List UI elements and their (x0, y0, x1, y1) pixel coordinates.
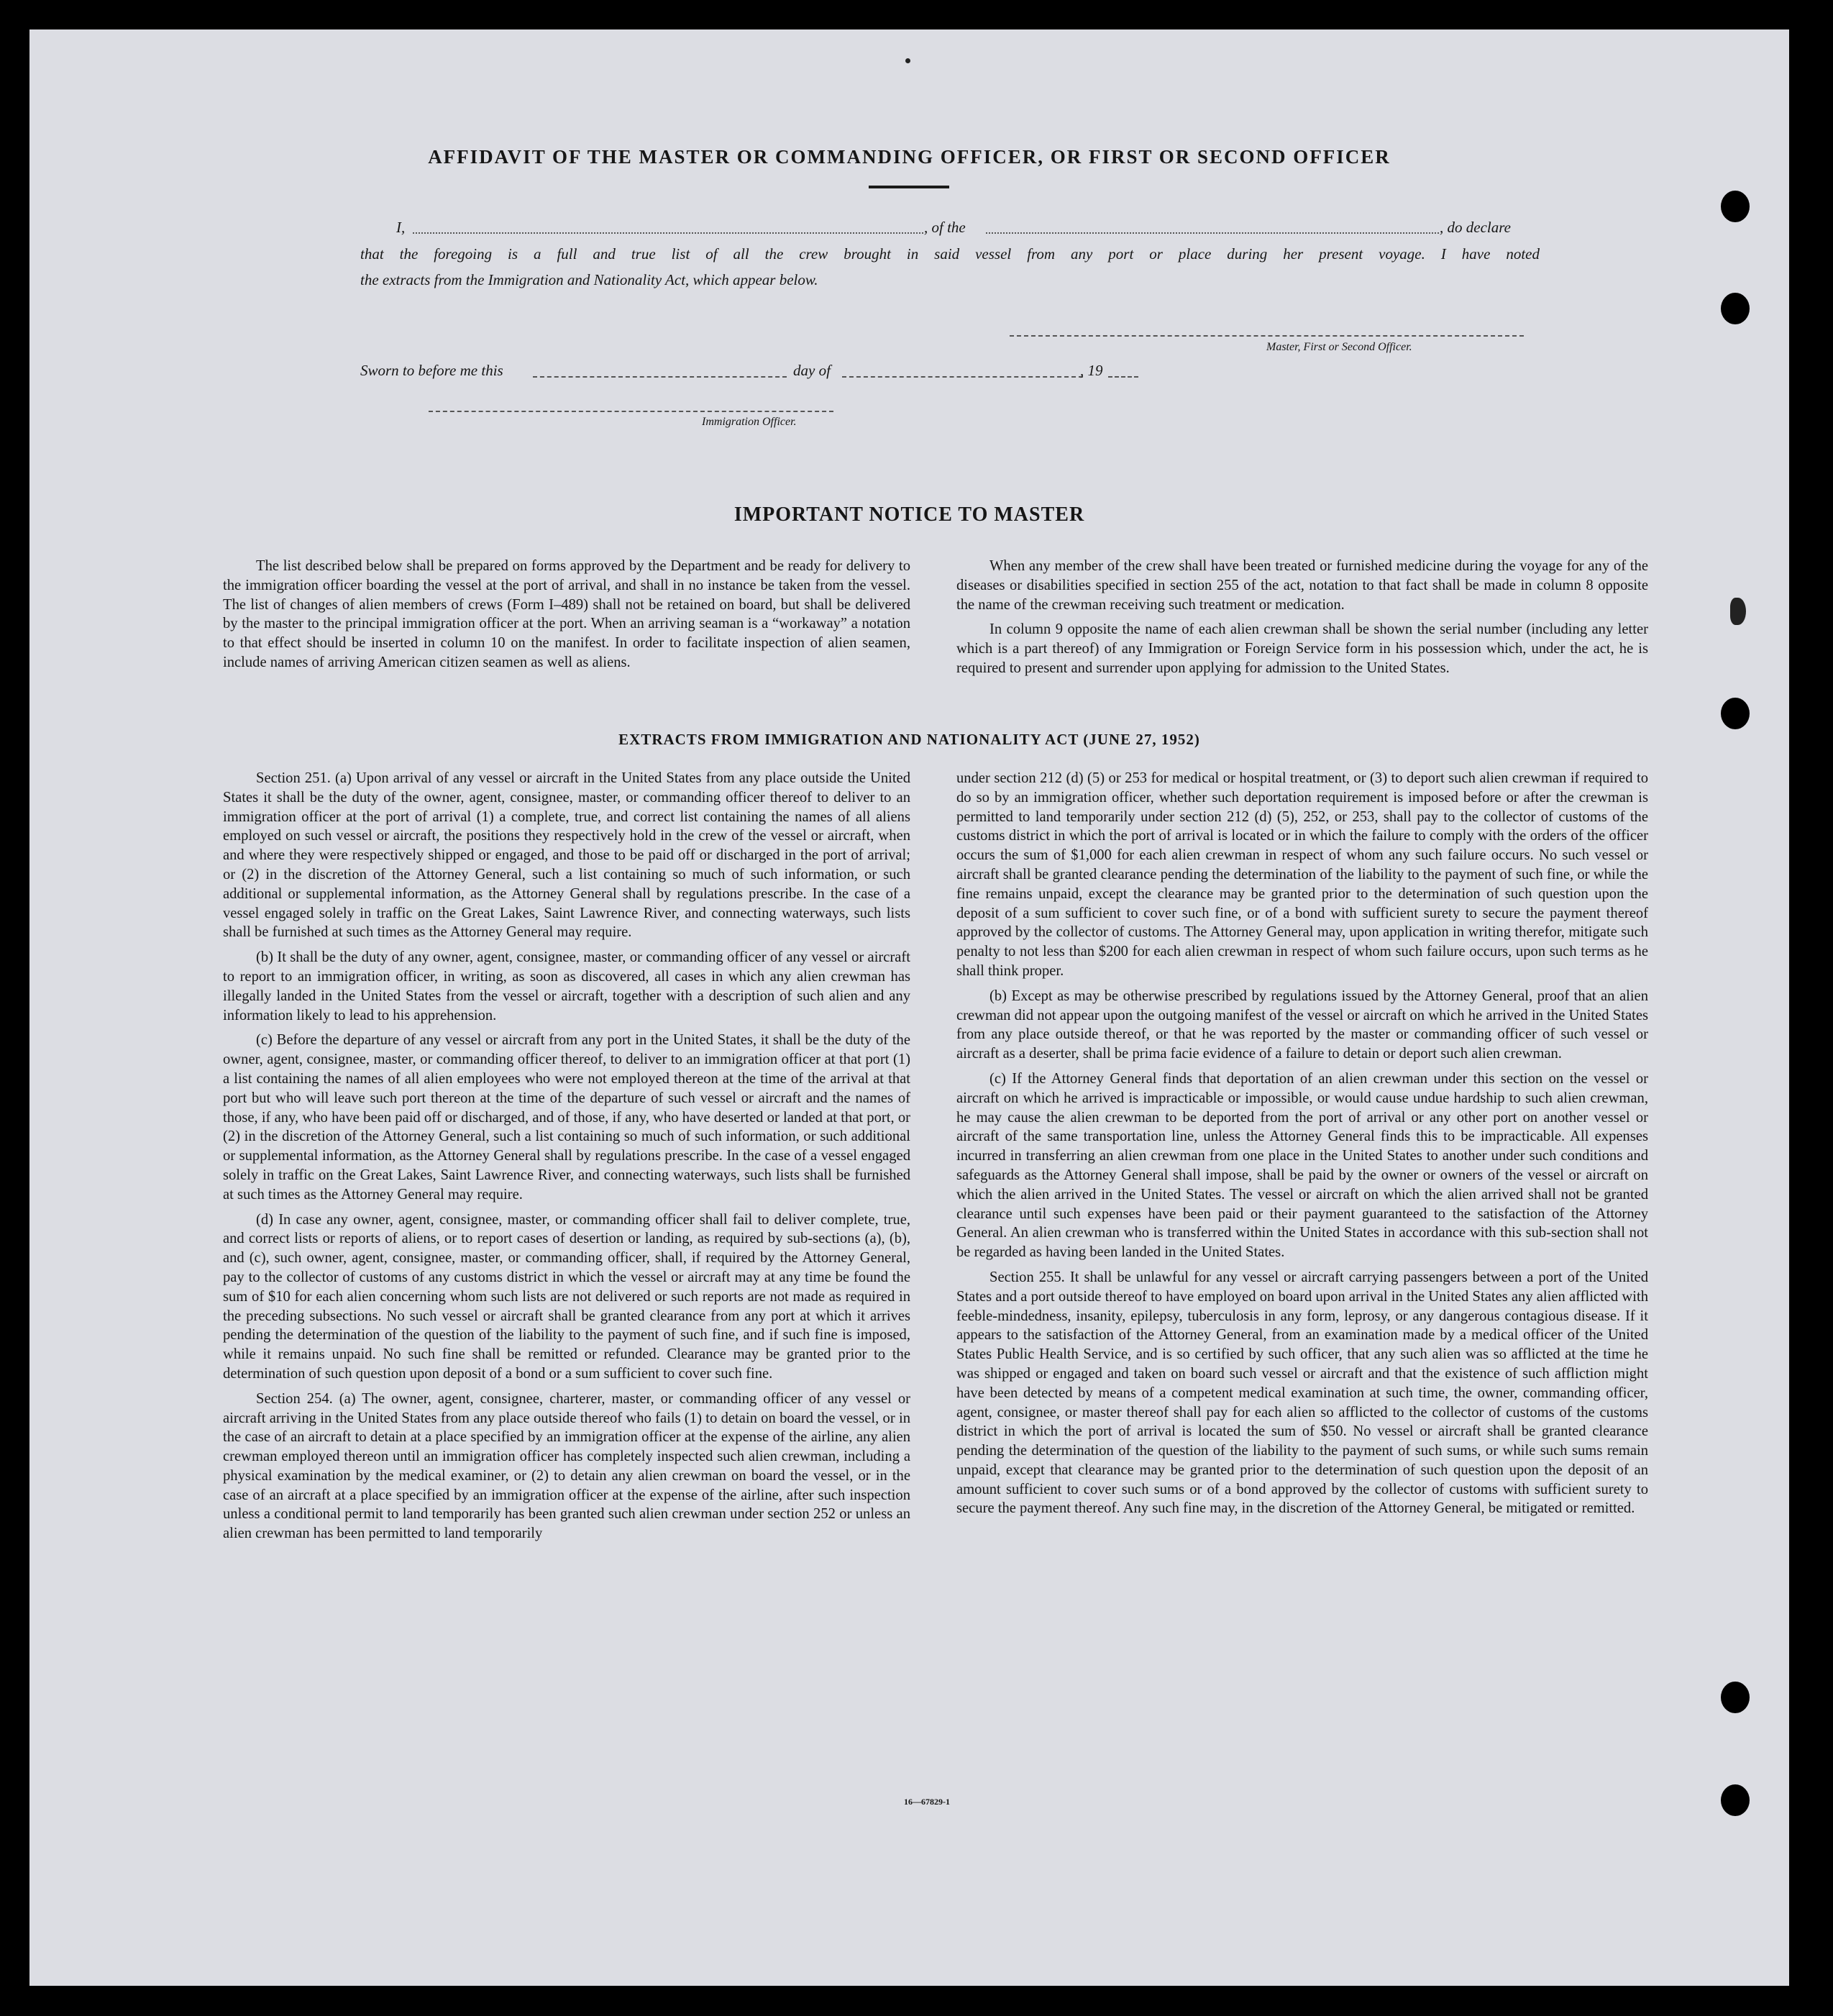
form-code: 16—67829-1 (904, 1797, 950, 1807)
document-sheet (29, 29, 1789, 1986)
notice-right-paragraph-2: In column 9 opposite the name of each alien crewman shall be shown the serial number (including any letter which is a part thereof) of any Immigration or Foreign Service form in his possession which, under the act, he is required to present and surrender upon applying for admission to the United States. (956, 621, 1648, 676)
month-blank[interactable] (842, 376, 1083, 378)
section-251b: (b) It shall be the duty of any owner, agent, consignee, master, or commanding officer of any vessel or aircraft to report to an immigration officer, in writing, as soon as discovered, all cases in which any alien crewman has illegally landed in the United States from the vessel or aircraft, together with a description of such alien and any information likely to lead to his apprehension. (223, 949, 910, 1023)
section-254a-continued: under section 212 (d) (5) or 253 for medical or hospital treatment, or (3) to deport such alien crewman if required to do so by an immigration officer, whether such deportation requirement is imposed before or after the crewman is permitted to land temporarily under section 212 (d) (5), 252, or 253, shall pay to the collector of customs of the customs district in which the port of arrival is located or in which the failure to comply with the orders of the officer occurs the sum of $1,000 for each alien crewman in respect of whom any such failure occurs. No such vessel or aircraft shall be granted clearance pending the determination of the liability to the payment of such fine, or while the fine remains unpaid, except the clearance may be granted prior to the determination of such question upon the deposit of a sum sufficient to cover such fine, or of a bond with sufficient surety to secure the payment thereof approved by the collector of customs. The Attorney General may, upon application in writing therefor, mitigate such penalty to not less than $200 for each alien crewman in respect of whom such failure occurs, upon such terms as he shall think proper. (956, 770, 1648, 979)
extracts-title: EXTRACTS FROM IMMIGRATION AND NATIONALITY ACT (JUNE 27, 1952) (618, 731, 1200, 748)
affidavit-title: AFFIDAVIT OF THE MASTER OR COMMANDING OFFICER, OR FIRST OR SECOND OFFICER (428, 146, 1391, 168)
officer-signature-blank[interactable] (429, 411, 833, 412)
day-of-label: day of (793, 362, 831, 379)
name-blank[interactable] (413, 232, 923, 234)
master-caption: Master, First or Second Officer. (1266, 341, 1412, 353)
officer-caption: Immigration Officer. (702, 416, 797, 428)
scan-mark (1730, 598, 1746, 625)
punch-hole (1721, 191, 1750, 222)
declaration-line-1: that the foregoing is a full and true list of all the crew brought in said vessel from any port or place during her present voyage. I have noted (360, 245, 1540, 263)
master-signature-blank[interactable] (1010, 335, 1524, 337)
vessel-blank[interactable] (986, 232, 1439, 234)
sworn-date-blank[interactable] (533, 376, 787, 378)
year-blank[interactable] (1108, 376, 1138, 378)
notice-left-column (223, 557, 910, 678)
section-254c: (c) If the Attorney General finds that deportation of an alien crewman under this section on the vessel or aircraft on which he arrived is impracticable or impossible, or would cause undue hardship to such alien crewman, he may cause the alien crewman to be deported from the port of arrival or any other port on another vessel or aircraft of the same transportation line, unless the Attorney General finds this to be impracticable. All expenses incurred in transferring an alien crewman from one place in the United States to another under such conditions and safeguards as the Attorney General shall impose, shall be paid by the owner or owners of the vessel or aircraft on which the alien arrived in the United States. The vessel or aircraft on which the alien arrived shall not be granted clearance until such expenses have been paid or their payment guaranteed to the satisfaction of the Attorney General. An alien crewman who is transferred within the United States in accordance with this sub-section shall not be regarded as having been landed in the United States. (956, 1070, 1648, 1261)
section-255: Section 255. It shall be unlawful for any vessel or aircraft carrying passengers between a port of the United States and a port outside thereof to have employed on board upon arrival in the United States any alien afflicted with feeble-mindedness, insanity, epilepsy, tuberculosis in any form, leprosy, or any dangerous contagious disease. If it appears to the satisfaction of the Attorney General, from an examination made by a medical officer of the United States Public Health Service, and is so certified by such officer, that any such alien was so afflicted at the time he was shipped or engaged and taken on board such vessel or aircraft and that the existence of such affliction might have been detected by means of a competent medical examination at such time, the owner, commanding officer, agent, consignee, or master thereof shall pay for each alien so afflicted to the collector of customs of the customs district in which the port of arrival is located the sum of $50. No vessel or aircraft shall be granted clearance pending the determination of the question of the liability to the payment of such sums, or while such sums remain unpaid, except that clearance may be granted prior to the determination of such question upon the deposit of an amount sufficient to cover such sums or of a bond approved by the collector of customs with sufficient surety to secure the payment thereof. Any such fine may, in the discretion of the Attorney General, be mitigated or remitted. (956, 1269, 1648, 1517)
notice-left-paragraph: The list described below shall be prepared on forms approved by the Department and be ready for delivery to the immigration officer boarding the vessel at the port of arrival, and shall in no instance be taken from the vessel. The list of changes of alien members of crews (Form I–489) shall not be retained on board, but shall be delivered by the master to the principal immigration officer at the port. When an arriving seaman is a “workaway” a notation to that effect should be inserted in column 10 on the manifest. In order to facilitate inspection of alien seamen, include names of arriving American citizen seamen as well as aliens. (223, 558, 910, 670)
notice-title: IMPORTANT NOTICE TO MASTER (733, 503, 1085, 526)
year-prefix: , 19 (1080, 362, 1103, 379)
notice-right-column (956, 557, 1648, 684)
declaration-line-2: the extracts from the Immigration and Nationality Act, which appear below. (360, 271, 818, 288)
section-251d: (d) In case any owner, agent, consignee, master, or commanding officer shall fail to deliver complete, true, and correct lists or reports of aliens, or to report cases of desertion or landing, as required by sub-sections (a), (b), and (c), such owner, agent, consignee, master, or commanding officer, shall, if required by the Attorney General, pay to the collector of customs of any customs district in which the vessel or aircraft may at any time be found the sum of $10 for each alien concerning whom such lists are not delivered or such reports are not made as required in the preceding subsections. No such vessel or aircraft shall be granted clearance from any port at which it arrives pending the determination of the question of the liability to the payment of such fine, and if such fine is imposed, while it remains unpaid. No such fine shall be remitted or refunded. Clearance may be granted prior to the determination of such question upon deposit of a bond or a sum sufficient to cover such fine. (223, 1211, 910, 1382)
punch-hole (1721, 1784, 1750, 1816)
section-254a: Section 254. (a) The owner, agent, consignee, charterer, master, or commanding officer of any vessel or aircraft arriving in the United States from any place outside thereof who fails (1) to detain on board the vessel, or in the case of an aircraft to detain at a place specified by an immigration officer at the expense of the airline, any alien crewman employed thereon until an immigration officer has completely inspected such alien crewman, including a physical examination by the medical examiner, or (2) to detain any alien crewman on board the vessel, or in the case of an aircraft at a place specified by an immigration officer at the expense of the airline, after such inspection unless a conditional permit to land temporarily has been granted such alien crewman under section 252 or unless an alien crewman has been permitted to land temporarily (223, 1390, 910, 1542)
scan-speck (905, 58, 910, 63)
sworn-label: Sworn to before me this (360, 362, 503, 379)
section-251a: Section 251. (a) Upon arrival of any vessel or aircraft in the United States from any place outside the United States it shall be the duty of the owner, agent, consignee, master, or commanding officer thereof to deliver to an immigration officer at the port of arrival (1) a complete, true, and correct list containing the names of all aliens employed on such vessel or aircraft, the positions they respectively hold in the crew of the vessel or aircraft, when and where they were respectively shipped or engaged, and those to be paid off or discharged in the port of arrival; or (2) in the discretion of the Attorney General, such a list containing so much of such information, or such additional or supplemental information, as the Attorney General shall by regulations prescribe. In the case of a vessel engaged solely in traffic on the Great Lakes, Saint Lawrence River, and connecting waterways, such lists shall be furnished at such times as the Attorney General may require. (223, 770, 910, 941)
punch-hole (1721, 293, 1750, 324)
extracts-left-column (223, 769, 910, 1549)
punch-hole (1721, 698, 1750, 729)
section-254b: (b) Except as may be otherwise prescribed by regulations issued by the Attorney General, proof that an alien crewman did not appear upon the outgoing manifest of the vessel or aircraft on which he arrived in the United States from any place outside thereof, or that he was reported by the master or commanding officer of such vessel or aircraft as a deserter, shall be prima facie evidence of a failure to detain or deport such alien crewman. (956, 988, 1648, 1062)
extracts-right-column (956, 769, 1648, 1524)
punch-hole (1721, 1682, 1750, 1713)
do-declare-label: , do declare (1440, 219, 1511, 236)
of-the-label: , of the (924, 219, 966, 236)
i-label: I, (396, 219, 406, 236)
notice-right-paragraph-1: When any member of the crew shall have been treated or furnished medicine during the voyage for any of the diseases or disabilities specified in section 255 of the act, notation to that fact shall be made in column 8 opposite the name of the crewman receiving such treatment or medication. (956, 558, 1648, 613)
title-rule (869, 186, 949, 188)
section-251c: (c) Before the departure of any vessel or aircraft from any port in the United States, it shall be the duty of the owner, agent, consignee, master, or commanding officer thereof, to deliver to an immigration officer at that port (1) a list containing the names of all alien employees who were not employed thereon at the time of the arrival at that port but who will leave such port thereon at the time of the departure of such vessel or aircraft and the names of those, if any, who have been paid off or discharged, and of those, if any, who have deserted or landed at that port, or (2) in the discretion of the Attorney General, such a list containing so much of such information, or such additional or supplemental information, as the Attorney General shall by regulations prescribe. In the case of a vessel engaged solely in traffic on the Great Lakes, Saint Lawrence River, and connecting waterways, such lists shall be furnished at such times as the Attorney General may require. (223, 1032, 910, 1203)
